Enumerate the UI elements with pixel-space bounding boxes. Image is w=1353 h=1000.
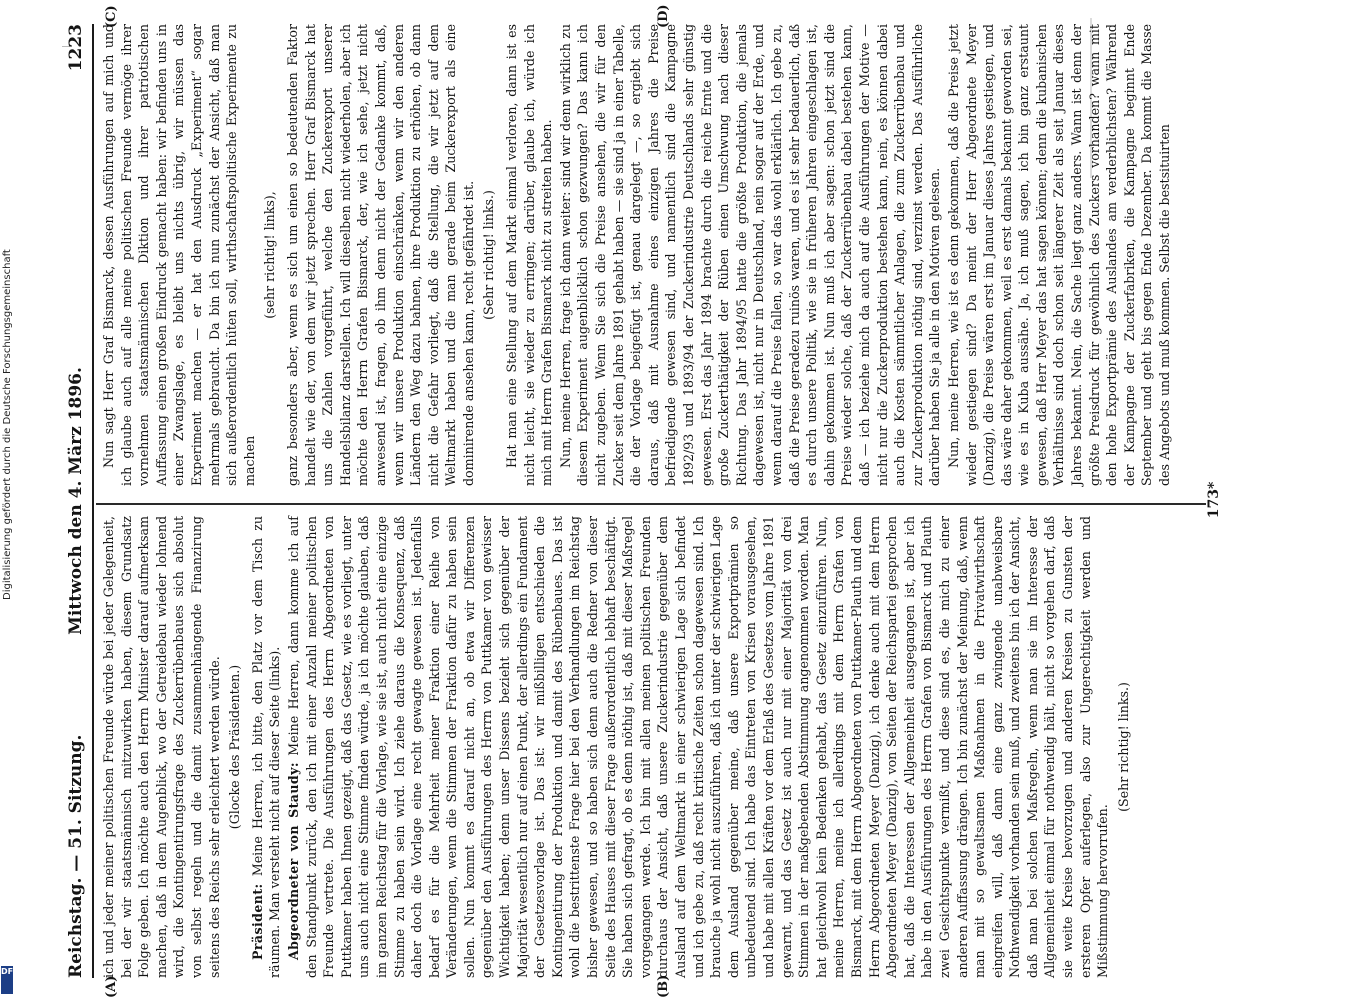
stage-direction: (Sehr richtig! links.)	[1115, 682, 1131, 812]
right-paragraph-4: Nun, meine Herren, frage ich dann weiter: sind wir denn wirklich zu diesem Experiment augenblicklich schon gezwungen? Das kann ich nicht zugeben. Wenn Sie sich die Preise ansehen, die wir für den Zucker seit dem Jahre 1891 gehabt haben — sie sind ja in einer Tabelle, die der Vorlage beigefügt ist, genau dargelegt —, so ergiebt sich daraus, daß mit Ausnahme eines einzigen Jahres die Preise befriedigende gewesen sind, und namentlich sind die Kampagne 1892/93 und 1893/94 der Zuckerindustrie Deutschlands sehr günstig gewesen. Erst das Jahr 1894 brachte durch die reiche Ernte und die große Zuckerthätigkeit der Rüben einen Umschwung nach dieser Richtung. Das Jahr 1894/95 hatte die größte Produktion, die jemals dagewesen ist, nicht nur in Deutschland, nein sogar auf der Erde, und wenn darauf die Preise fallen, so war das wohl erklärlich. Ich gebe zu, daß die Preise geradezu ruinös waren, und es ist sehr bedauerlich, daß es durch unsere Politik, wie sie in früheren Jahren eingeschlagen ist, dahin gekommen ist. Nun muß ich aber sagen: schon jetzt sind die Preise wieder solche, daß der Zuckerrübenbau dabei bestehen kann, daß — ich beziehe mich da auch auf die Ausführungen der Motive — nicht nur die Zuckerproduktion bestehen kann, nein, es können dabei auch die Kosten sämmtlicher Anlagen, die zum Zuckerrübenbau und zur Zuckerproduktion nöthig sind, verzinst werden. Das Ausführliche darüber haben Sie ja alle in den Motiven gelesen.	[557, 24, 943, 486]
speaker-name: Präsident:	[249, 883, 265, 960]
footer-signature: 173*	[1206, 481, 1222, 519]
margin-letter-c: (C)	[104, 5, 119, 28]
right-column	[100, 24, 1175, 486]
right-paragraph-3: Hat man eine Stellung auf dem Markt einmal verloren, dann ist es nicht leicht, sie wieder zu erringen; darüber, glaube ich, würde ich mich mit Herrn Grafen Bismarck nicht zu streiten haben.	[504, 24, 555, 486]
speech-text: Meine Herren, ich bitte, den Platz vor dem Tisch zu räumen. Man versteht nicht auf dieser Seite (links).	[249, 516, 283, 978]
left-paragraph-3	[285, 516, 1112, 978]
dfg-logo: DFG	[1, 966, 13, 994]
left-column	[100, 516, 1137, 978]
header-page-number: 1223	[66, 24, 86, 72]
header-date: Mittwoch den 4. März 1896.	[66, 367, 86, 635]
right-paragraph-1: Nun sagt Herr Graf Bismarck, dessen Ausführungen auf mich und ich glaube auch auf alle meine politischen Freunde vermöge ihrer vornehmen staatsmännischen Diktion und ihrer patriotischen Auffassung einen großen Eindruck gemacht haben: wir befinden uns in einer Zwangslage, es bleibt uns nichts übrig, wir müssen das Experiment machen — er hat den Ausdruck „Experiment“ sogar mehrmals gebraucht. Da bin ich nun zunächst der Ansicht, daß man sich außerordentlich hüten soll, wirthschaftspolitische Experimente zu machen	[101, 24, 257, 486]
stage-direction: (sehr richtig! links),	[262, 191, 278, 319]
margin-letter-a: (A)	[104, 975, 119, 998]
header-session: Reichstag. — 51. Sitzung.	[66, 734, 86, 978]
rotated-document-page	[56, 0, 1296, 1000]
stage-direction: (Glocke des Präsidenten.)	[227, 664, 243, 830]
right-paragraph-5: Nun, meine Herren, wie ist es denn gekommen, daß die Preise jetzt wieder gestiegen sind? Da meint der Herr Abgeordnete Meyer (Danzig), die Preise wären erst im Januar dieses Jahres gestiegen, und das wäre daher gekommen, weil es erst damals bekannt geworden sei, wie es in Kuba aussähe. Ja, ich muß sagen, ich bin ganz erstaunt gewesen, daß Herr Meyer das hat sagen können; denn die kubanischen Verhältnisse sind doch schon seit längerer Zeit als seit Januar dieses Jahres bekannt. Nein, die Sache liegt ganz anders. Wann ist denn der größte Preisdruck für gewöhnlich des Zuckers vorhanden? wann mit den hohe Exportprämie des Auslandes am verderblichsten? Während der Kampagne der Zuckerfabriken, die Kampagne beginnt Ende September und geht bis gegen Ende Dezember. Da kommt die Masse des Angebots und muß kommen. Selbst die bestsituirten	[945, 24, 1173, 486]
left-paragraph-1: ich und jeder meiner politischen Freunde würde bei jeder Gelegenheit, bei der wir staatsmännisch mitzuwirken haben, diesem Grundsatz Folge geben. Ich möchte auch den Herrn Minister darauf aufmerksam machen, daß in dem Augenblick, wo der Getreidebau wieder lohnend wird, die Kontingentirungsfrage des Zuckerrübenbaues sich absolut von selbst regeln und die damit zusammenhängende Finanzirung seitens des Reichs sehr erleichtert werden würde.	[101, 516, 222, 978]
margin-letter-d: (D)	[656, 4, 671, 28]
page-header	[62, 24, 94, 978]
stage-direction: (Sehr richtig! links.)	[481, 190, 497, 320]
speech-text: Meine Herren, dann komme ich auf den Standpunkt zurück, den ich mit einer Anzahl meiner politischen Freunde vertrete. Die Ausführungen des Herrn Abgeordneten von Puttkamer haben Ihnen gezeigt, daß das Gesetz, wie es vorliegt, unter uns auch nicht eine Stimme finden würde, ja ich möchte glauben, daß im ganzen Reichstag für die Vorlage, wie sie ist, auch nicht eine einzige Stimme zu haben sein wird. Ich ziehe daraus die Konsequenz, daß daher doch die Vorlage eine recht gewagte gewesen ist. Jedenfalls bedarf es für die Mehrheit meiner Fraktion einer Reihe von Veränderungen, wenn die Stimmen der Fraktion dafür zu haben sein sollen. Nun kommt es darauf nicht an, ob etwa wir Differenzen gegenüber den Ausführungen des Herrn von Puttkamer von gewisser Wichtigkeit haben; denn unser Dissens bezieht sich gegenüber der Majorität wesentlich nur auf einen Punkt, der allerdings ein Fundament der Gesetzesvorlage ist. Das ist: wir mißbilligen entschieden die Kontingentirung der Produktion und damit des Rübenbaues. Das ist wohl die bestrittenste Frage hier bei den Verhandlungen im Reichstag bisher gewesen, und so haben sich denn auch die Redner von dieser Seite des Hauses mit dieser Frage außerordentlich lebhaft beschäftigt. Sie haben sich gefragt, ob es denn nöthig ist, daß mit dieser Maßregel vorgegangen werde. Ich bin mit allen meinen politischen Freunden durchaus der Ansicht, daß unsere Zuckerindustrie gegenüber dem Ausland auf dem Weltmarkt in einer schwierigen Lage sich befindet und ich gebe zu, daß recht kritische Zeiten schon dagewesen sind. Ich brauche ja wohl nicht auszuführen, daß ich unter der schwierigen Lage dem Ausland gegenüber meine, daß unsere Exportprämien so unbedeutend sind. Ich habe das Eintreten von Krisen vorausgesehen, und habe mit allen Kräften vor dem Erlaß des Gesetzes vom Jahre 1891 gewarnt, und das Gesetz ist auch nur mit einer Majorität von drei Stimmen in der maßgebenden Abstimmung angenommen worden. Man hat gleichwohl kein Bedenken gehabt, das Gesetz einzuführen. Nun, meine Herren, meine ich allerdings mit dem Herrn Grafen von Bismarck, mit dem Herrn Abgeordneten von Puttkamer-Plauth und dem Herrn Abgeordneten Meyer (Danzig), ich denke auch mit dem Herrn Abgeordneten Meyer (Danzig), von Seiten der Reichspartei gesprochen hat, daß die Interessen der Allgemeinheit ausgegangen ist, aber ich habe in den Ausführungen des Herrn Grafen von Bismarck und Plauth zwei Gesichtspunkte vermißt, und diese sind es, die mich zu einer anderen Auffassung drängen. Ich bin zunächst der Meinung, daß, wenn man mit so gewaltsamen Maßnahmen in die Privatwirthschaft eingreifen will, daß dann eine ganz zwingende unabweisbare Nothwendigkeit vorhanden sein muß, und zweitens bin ich der Ansicht, daß man bei solchen Maßregeln, wenn man sie im Interesse der Allgemeinheit einmal für nothwendig hält, nicht so vorgehen darf, daß sie weite Kreise bevorzugen und anderen Kreisen zu Gunsten der ersteren Opfer auferlegen, also zur Ungerechtigkeit werden und Mißstimmung hervorrufen.	[285, 516, 1111, 978]
column-divider	[96, 503, 1206, 505]
speaker-name: Abgeordneter von Staudy:	[285, 762, 301, 960]
left-paragraph-2	[249, 516, 284, 978]
digitization-credit: Digitalisierung gefördert durch die Deutsche Forschungsgemeinschaft	[2, 249, 13, 600]
margin-letter-b: (B)	[656, 974, 671, 998]
right-paragraph-2: ganz besonders aber, wenn es sich um einen so bedeutenden Faktor handelt wie der, von dem wir jetzt sprechen. Herr Graf Bismarck hat uns die Zahlen vorgeführt, welche den Zuckerexport unserer Handelsbilanz darstellen. Ich will dieselben nicht wiederholen, aber ich möchte den Herrn Grafen Bismarck, der, wie ich sehe, jetzt nicht anwesend ist, fragen, ob ihm denn nicht der Gedanke kommt, daß, wenn wir unsere Produktion einschränken, wenn wir den anderen Ländern den Weg dazu bahnen, ihre Produktion zu erhöhen, ob dann nicht die Gefahr vorliegt, daß die Stellung, die wir jetzt auf dem Weltmarkt haben und die man gerade beim Zuckerexport als eine dominirende ansehen kann, recht gefährdet ist.	[284, 24, 476, 486]
